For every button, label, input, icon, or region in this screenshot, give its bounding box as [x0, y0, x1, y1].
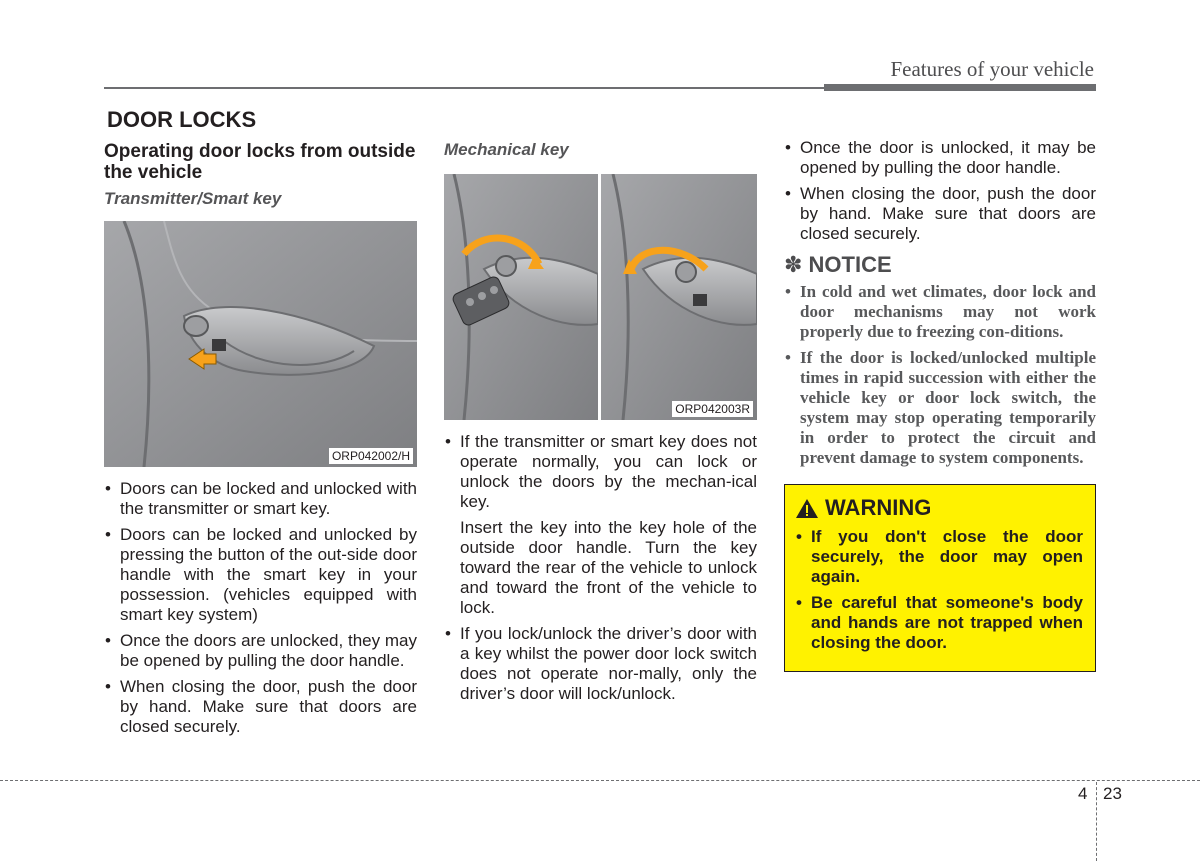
warning-triangle-icon: [795, 498, 819, 519]
key-insert-drawing: [444, 174, 598, 420]
warning-list: [795, 527, 1083, 653]
subsection-subtitle: Mechanical key: [444, 140, 569, 159]
key-unlock-panel: [444, 174, 598, 420]
notice-list: [784, 282, 1096, 468]
warning-item: • Be careful that someone's body and hands are not trapped when closing the door.: [795, 593, 1083, 653]
bullet-list: [444, 624, 757, 704]
notice-heading: ✽ NOTICE: [784, 252, 892, 277]
running-header: Features of your vehicle: [890, 57, 1094, 81]
footer-divider: [0, 780, 1200, 781]
notice-item: • In cold and wet climates, door lock and door mechanisms may not work properly due to freezing con-ditions.: [784, 282, 1096, 342]
bullet-list: [784, 138, 1096, 244]
header-rule-thin: [104, 87, 824, 89]
bullet-list: [104, 479, 417, 737]
bullet-item: • Doors can be locked and unlocked by pressing the button of the out-side door handle with the smart key in your possession. (vehicles equipped with smart key system): [104, 525, 417, 625]
page-number: 23: [1103, 784, 1122, 803]
bullet-item: • Once the door is unlocked, it may be opened by pulling the door handle.: [784, 138, 1096, 178]
key-lock-panel: [601, 174, 757, 420]
bullet-item: • If the transmitter or smart key does not operate normally, you can lock or unlock the doors by the mechan-ical key.: [444, 432, 757, 512]
bullet-item: • When closing the door, push the door by hand. Make sure that doors are closed securely.: [784, 184, 1096, 244]
column-left: [104, 138, 417, 743]
figure-code: ORP042003R: [672, 401, 753, 417]
section-title: DOOR LOCKS: [107, 107, 257, 132]
notice-item: • If the door is locked/unlocked multiple times in rapid succession with either the vehicle key or door lock switch, the system may stop operating temporarily in order to protect the circuit and prevent damage to system components.: [784, 348, 1096, 468]
subsection-heading: Operating door locks from outside the vehicle: [104, 141, 416, 183]
paragraph: Insert the key into the key hole of the outside door handle. Turn the key toward the rear of the vehicle to unlock and toward the front of the vehicle to lock.: [460, 518, 757, 617]
subsection-subtitle: Transmitter/Smaıt key: [104, 189, 282, 208]
bullet-item: • Once the doors are unlocked, they may be opened by pulling the door handle.: [104, 631, 417, 671]
door-handle-illustration: [104, 221, 417, 467]
warning-box: [784, 484, 1096, 672]
footer-vertical-divider: [1096, 782, 1097, 861]
key-turn-drawing: [601, 174, 757, 420]
bullet-item: • When closing the door, push the door by hand. Make sure that doors are closed securely.: [104, 677, 417, 737]
mechanical-key-illustration: [444, 174, 757, 420]
column-middle: [444, 138, 757, 710]
warning-heading: [795, 495, 1083, 521]
column-right: [784, 138, 1096, 672]
warning-item: • If you don't close the door securely, the door may open again.: [795, 527, 1083, 587]
warning-title-text: WARNING: [825, 495, 932, 520]
header-rule-thick: [824, 84, 1096, 91]
bullet-list: [444, 432, 757, 512]
figure-code: ORP042002/H: [329, 448, 413, 464]
door-handle-drawing: [104, 221, 417, 467]
bullet-item: • Doors can be locked and unlocked with the transmitter or smart key.: [104, 479, 417, 519]
bullet-item: • If you lock/unlock the driver’s door with a key whilst the power door lock switch does not operate nor-mally, only the driver’s door will lock/unlock.: [444, 624, 757, 704]
chapter-number: 4: [1078, 784, 1088, 803]
